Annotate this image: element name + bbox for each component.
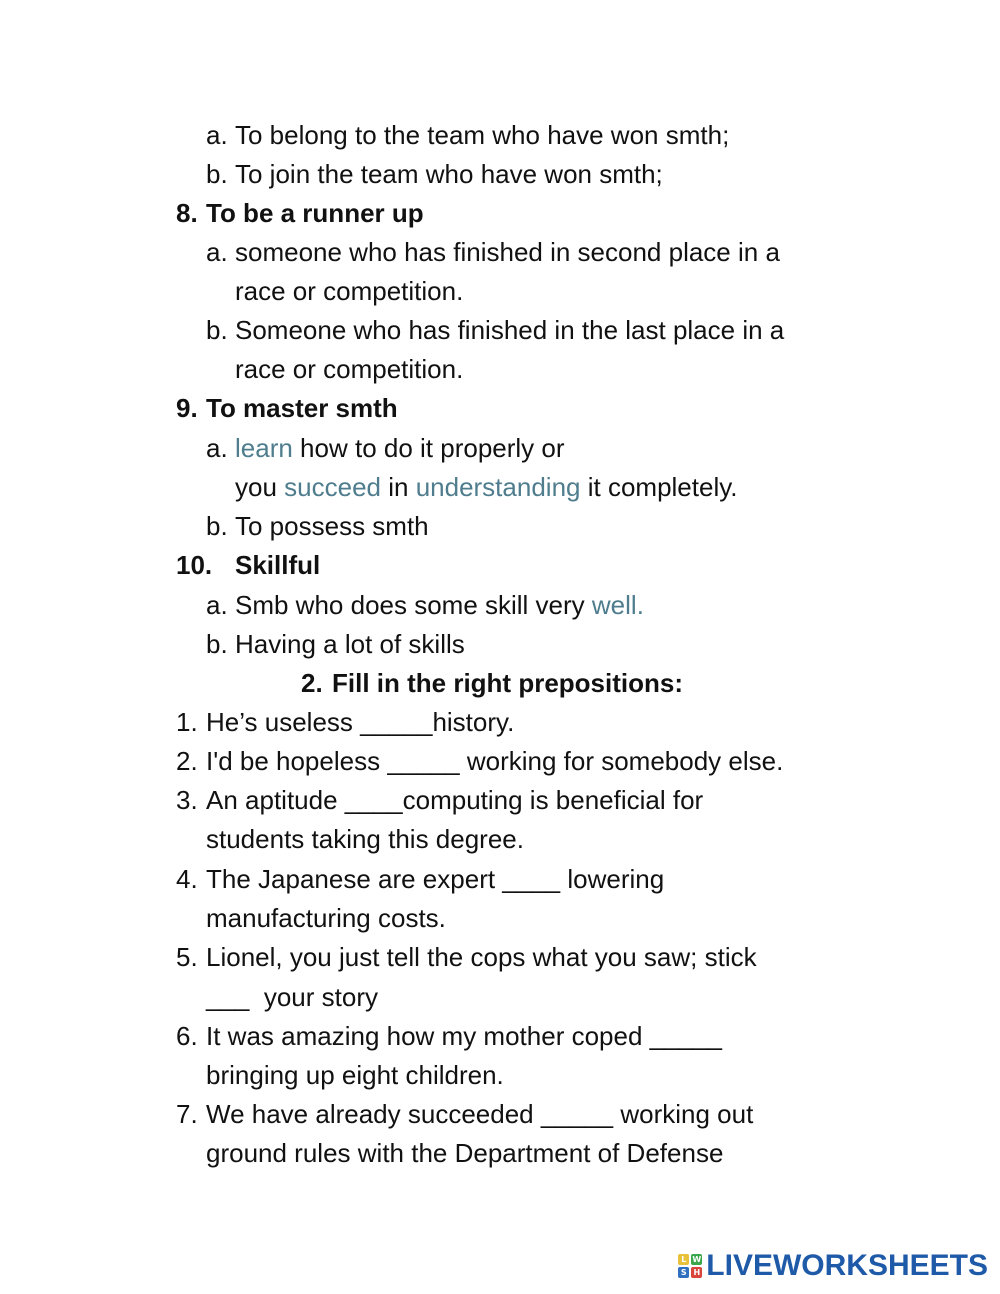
option-text: someone who has finished in second place in a [235,237,780,267]
item-number: 6. [176,1021,198,1051]
q8-option-a [206,233,780,272]
item-text: The Japanese are expert ____ lowering [206,864,665,894]
item-text: He’s useless _____history. [206,707,515,737]
q10-option-a [206,586,644,625]
option-letter: a. [206,590,228,620]
exercise-item-6-cont: bringing up eight children. [206,1060,504,1090]
q9-option-b [206,507,429,546]
q10-heading [176,546,321,585]
option-text: To possess smth [235,511,429,541]
item-text: It was amazing how my mother coped _____ [206,1021,722,1051]
exercise-item-6 [176,1017,722,1056]
item-text: We have already succeeded _____ working out [206,1099,754,1129]
item-number: 5. [176,942,198,972]
option-letter: b. [206,511,228,541]
option-text: Having a lot of skills [235,629,465,659]
q8-heading [176,194,424,233]
q8-option-a-cont: race or competition. [235,276,464,306]
item-number: 1. [176,707,198,737]
question-title: To be a runner up [206,198,424,228]
item-number: 3. [176,785,198,815]
q9-option-a [206,429,565,468]
dictionary-link-well[interactable]: well [591,590,637,620]
q7-option-b [206,155,663,194]
exercise-item-4-cont: manufacturing costs. [206,903,446,933]
q9-heading [176,389,398,428]
option-letter: a. [206,120,228,150]
item-number: 4. [176,864,198,894]
item-number: 2. [176,746,198,776]
dictionary-link-succeed[interactable]: succeed [284,472,381,502]
question-number: 9. [176,393,198,423]
q9-option-a-cont: you succeed in understanding it completely. [235,472,738,502]
exercise-item-5 [176,938,757,977]
exercise-item-3-cont: students taking this degree. [206,824,524,854]
option-text: Someone who has finished in the last place in a [235,315,785,345]
q8-option-b [206,311,785,350]
option-letter: b. [206,629,228,659]
liveworksheets-logo [678,1248,988,1284]
exercise-item-4 [176,860,665,899]
option-letter: a. [206,237,228,267]
exercise-item-2 [176,742,784,781]
question-number: 8. [176,198,198,228]
option-letter: a. [206,433,228,463]
section-title: Fill in the right prepositions: [332,668,683,698]
q10-option-b [206,625,465,664]
option-text: To join the team who have won smth; [235,159,663,189]
option-text: To belong to the team who have won smth; [235,120,730,150]
exercise-item-7-cont: ground rules with the Department of Defense [206,1138,724,1168]
section-2-heading [301,664,683,703]
item-text: I'd be hopeless _____ working for somebody else. [206,746,784,776]
q7-option-a [206,116,730,155]
option-text: Smb who does some skill very well. [235,590,644,620]
logo-text: LIVEWORKSHEETS [706,1249,988,1282]
item-text: An aptitude ____computing is beneficial for [206,785,704,815]
exercise-item-1 [176,703,515,742]
q8-option-b-cont: race or competition. [235,354,464,384]
option-letter: b. [206,315,228,345]
dictionary-link-learn[interactable]: learn [235,433,293,463]
exercise-item-7 [176,1095,754,1134]
option-letter: b. [206,159,228,189]
item-text: Lionel, you just tell the cops what you saw; stick [206,942,757,972]
question-title: Skillful [235,550,321,580]
section-number: 2. [301,668,323,698]
logo-cubes-icon: L W S H [678,1254,702,1278]
dictionary-link-understanding[interactable]: understanding [415,472,581,502]
exercise-item-5-cont: ___ your story [206,982,378,1012]
item-number: 7. [176,1099,198,1129]
exercise-item-3 [176,781,704,820]
option-text: learn how to do it properly or [235,433,565,463]
question-title: To master smth [206,393,398,423]
question-number: 10. [176,550,213,580]
